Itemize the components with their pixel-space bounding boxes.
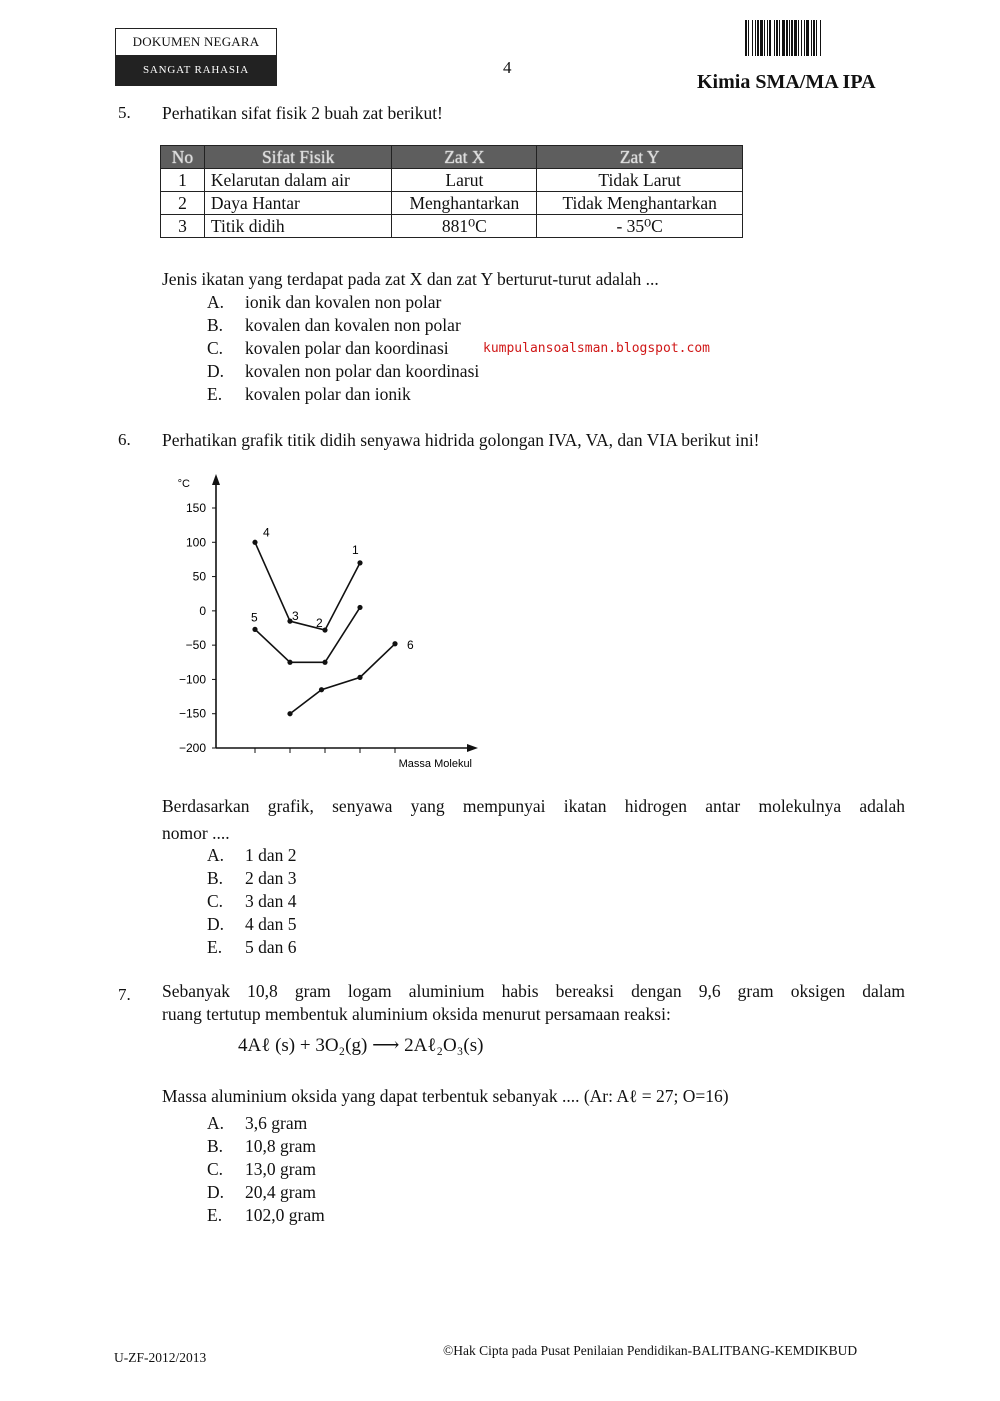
option-text: kovalen non polar dan koordinasi [245,361,480,381]
q5-option-a[interactable] [207,291,479,314]
table-cell: Daya Hantar [204,192,392,215]
q6-option-d[interactable] [207,913,297,936]
data-point [287,711,292,716]
footer-document-code: U-ZF-2012/2013 [114,1350,207,1365]
option-letter: C. [207,338,224,358]
table-cell: 881⁰C [392,215,537,238]
x-axis-arrow [467,744,478,752]
table-cell: Tidak Menghantarkan [537,192,743,215]
point-label: 1 [352,542,359,557]
data-point [322,627,327,632]
option-text: 4 dan 5 [245,914,297,934]
x-axis-label: Massa Molekul [398,758,472,770]
option-letter: A. [207,292,225,312]
q7-question: Massa aluminium oksida yang dapat terbentuk sebanyak .... (Ar: Aℓ = 27; O=16) [162,1086,729,1106]
q5-option-b[interactable] [207,314,479,337]
data-point [322,660,327,665]
series-line [290,644,395,714]
data-point [252,627,257,632]
option-text: 5 dan 6 [245,937,297,957]
q6-question-line1: Berdasarkan grafik, senyawa yang mempunyai ikatan hidrogen antar molekulnya adalah [162,796,905,816]
q6-question-line2: nomor .... [162,823,230,843]
series-line [255,542,360,630]
data-point [252,540,257,545]
footer-copyright: ©Hak Cipta pada Pusat Penilaian Pendidikan-BALITBANG-KEMDIKBUD [443,1343,858,1358]
q5-option-d[interactable] [207,360,479,383]
point-label: 6 [407,637,414,652]
y-axis-arrow [212,474,220,485]
option-text: 1 dan 2 [245,845,297,865]
table-header-cell: Zat X [392,146,537,169]
table-cell: Titik didih [204,215,392,238]
option-text: 20,4 gram [245,1182,316,1202]
point-label: 4 [263,525,270,540]
q5-option-c[interactable] [207,337,479,360]
q6-number: 6. [118,430,131,449]
point-label: 5 [251,610,258,625]
option-letter: E. [207,1205,223,1225]
table-header-cell: No [161,146,205,169]
document-classification-box [115,28,277,86]
q6-option-c[interactable] [207,890,297,913]
option-letter: C. [207,1159,224,1179]
q5-prompt: Perhatikan sifat fisik 2 buah zat berikut! [162,103,443,123]
point-label: 3 [292,609,299,624]
y-tick-label: 0 [199,603,206,618]
option-letter: B. [207,315,224,335]
q7-line2: ruang tertutup membentuk aluminium oksida menurut persamaan reaksi: [162,1004,671,1024]
doc-label-top: DOKUMEN NEGARA [132,34,260,49]
option-letter: E. [207,384,223,404]
point-label: 2 [316,616,323,631]
data-point [287,660,292,665]
table-cell: Tidak Larut [537,169,743,192]
barcode [745,20,913,56]
table-row [161,215,743,238]
table-row [161,169,743,192]
y-tick-label: −200 [178,741,206,755]
option-text: kovalen polar dan ionik [245,384,411,404]
series-line [255,607,360,662]
q6-option-e[interactable] [207,936,297,959]
table-cell: Kelarutan dalam air [204,169,392,192]
data-point [357,675,362,680]
option-text: kovalen dan kovalen non polar [245,315,461,335]
y-tick-label: −100 [178,672,206,687]
data-point [357,560,362,565]
y-tick-label: −150 [178,706,206,721]
y-tick-label: 50 [192,569,206,584]
q5-options [207,291,479,406]
option-text: 102,0 gram [245,1205,325,1225]
q7-option-d[interactable] [207,1181,325,1204]
page-number: 4 [503,58,512,77]
blog-watermark: kumpulansoalsman.blogspot.com [483,341,710,356]
subject-title: Kimia SMA/MA IPA [697,71,876,93]
option-text: 13,0 gram [245,1159,316,1179]
y-tick-label: 100 [185,535,206,550]
table-cell: 1 [161,169,205,192]
table-cell: - 35⁰C [537,215,743,238]
q7-option-a[interactable] [207,1112,325,1135]
q6-option-a[interactable] [207,844,297,867]
q5-property-table [160,145,743,238]
option-letter: A. [207,845,225,865]
q7-number: 7. [118,985,131,1004]
q5-number: 5. [118,103,131,122]
option-text: 3 dan 4 [245,891,297,911]
table-row [161,192,743,215]
option-text: ionik dan kovalen non polar [245,292,442,312]
option-text: 2 dan 3 [245,868,297,888]
q7-option-c[interactable] [207,1158,325,1181]
q6-options [207,844,297,959]
option-text: 3,6 gram [245,1113,308,1133]
table-cell: Larut [392,169,537,192]
table-header-cell: Sifat Fisik [204,146,392,169]
q5-option-e[interactable] [207,383,479,406]
q7-line1: Sebanyak 10,8 gram logam aluminium habis bereaksi dengan 9,6 gram oksigen dalam [162,981,905,1001]
table-header-row [161,146,743,169]
data-point [392,641,397,646]
y-axis-label: °C [177,478,190,490]
doc-label-bottom: SANGAT RAHASIA [116,55,276,85]
q6-option-b[interactable] [207,867,297,890]
option-letter: D. [207,1182,225,1202]
table-header-cell: Zat Y [537,146,743,169]
option-text: kovalen polar dan koordinasi [245,338,449,358]
q7-option-b[interactable] [207,1135,325,1158]
y-tick-label: 150 [185,501,206,515]
q7-option-e[interactable] [207,1204,325,1227]
table-cell: Menghantarkan [392,192,537,215]
data-point [319,687,324,692]
table-cell: 2 [161,192,205,215]
option-letter: A. [207,1113,225,1133]
option-letter: B. [207,868,224,888]
data-point [357,605,362,610]
option-letter: E. [207,937,223,957]
q7-options [207,1112,325,1227]
reaction-equation: 4Aℓ (s) + 3O₂(g) ⟶ 2Aℓ₂O₃(s) [238,1035,484,1056]
barcode-bar [821,20,823,56]
option-letter: D. [207,361,225,381]
option-text: 10,8 gram [245,1136,316,1156]
q5-question: Jenis ikatan yang terdapat pada zat X dan zat Y berturut-turut adalah ... [162,269,659,289]
q6-prompt: Perhatikan grafik titik didih senyawa hidrida golongan IVA, VA, dan VIA berikut ini! [162,430,760,450]
table-cell: 3 [161,215,205,238]
option-letter: D. [207,914,225,934]
option-letter: B. [207,1136,224,1156]
boiling-point-chart [160,470,490,775]
option-letter: C. [207,891,224,911]
y-tick-label: −50 [185,638,206,653]
